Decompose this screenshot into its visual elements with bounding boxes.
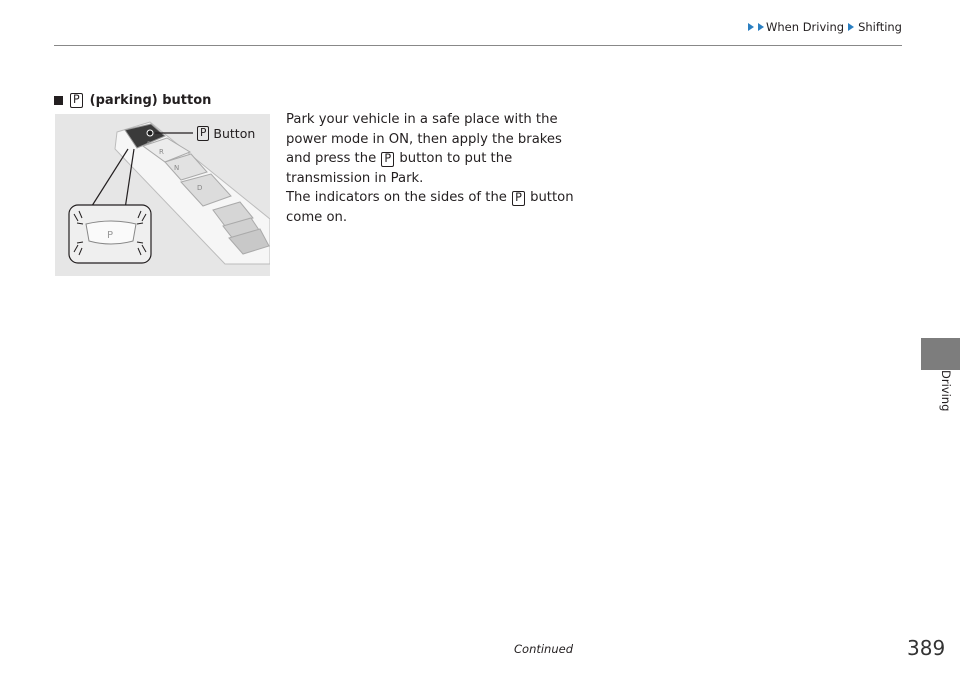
triangle-marker-icon (748, 23, 754, 31)
inset-p-letter: P (107, 230, 114, 241)
indicator-paragraph (286, 188, 586, 227)
text-run: button come on. (286, 190, 574, 225)
p-key-glyph: P (381, 152, 394, 167)
p-key-glyph: P (512, 191, 525, 206)
breadcrumb (748, 20, 902, 34)
instruction-paragraph (286, 110, 586, 188)
text-run: The indicators on the sides of the (286, 190, 512, 205)
p-button-callout (196, 126, 255, 141)
svg-text:R: R (159, 148, 164, 156)
breadcrumb-shifting[interactable]: Shifting (858, 20, 902, 34)
triangle-marker-icon (758, 23, 764, 31)
page-number: 389 (907, 636, 946, 660)
section-heading (54, 93, 211, 108)
header-rule (54, 45, 902, 46)
callout-text: Button (213, 126, 256, 141)
heading-square-icon (54, 96, 63, 105)
text-run: button to put the transmission in Park. (286, 151, 513, 186)
body-text (286, 110, 586, 227)
section-heading-text: (parking) button (89, 93, 212, 108)
chapter-tab[interactable] (921, 338, 960, 370)
chapter-tab-label: Driving (939, 370, 953, 412)
svg-text:D: D (197, 184, 203, 192)
breadcrumb-when-driving[interactable]: When Driving (766, 20, 845, 34)
triangle-marker-icon (848, 23, 854, 31)
svg-text:N: N (174, 164, 180, 172)
p-key-glyph: P (197, 126, 209, 140)
continued-label: Continued (514, 642, 574, 656)
text-run: Park your vehicle in a safe place with the power mode in ON, then apply the brakes and press the (286, 112, 562, 166)
p-key-glyph: P (70, 93, 83, 108)
